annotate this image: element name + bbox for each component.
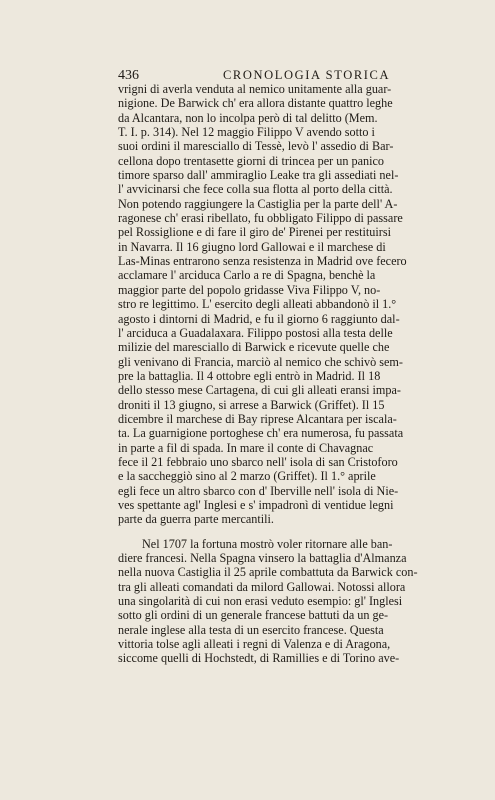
- running-title: CRONOLOGIA STORICA: [223, 68, 391, 82]
- text-line: nigione. De Barwick ch' era allora distante quattro leghe: [118, 96, 393, 111]
- text-line: parte da guerra parte mercantili.: [118, 512, 274, 527]
- text-line: Las-Minas entrarono senza resistenza in Madrid ove fecero: [118, 254, 407, 269]
- text-line: gli venivano di Francia, marciò al nemico che schivò sem-: [118, 354, 403, 369]
- paragraph: [118, 82, 460, 527]
- text-line: suoi ordini il maresciallo di Tessè, levò l' assedio di Bar-: [118, 139, 394, 154]
- text-line: in parte a fil di spada. In mare il conte di Chavagnac: [118, 440, 374, 455]
- text-line: e la saccheggiò sino al 2 marzo (Griffet). Il 1.° aprile: [118, 469, 376, 484]
- text-line: l' arciduca a Guadalaxara. Filippo postosi alla testa delle: [118, 325, 393, 340]
- text-line: in Navarra. Il 16 giugno lord Gallowai e il marchese di: [118, 239, 386, 254]
- text-line: vittoria tolse agli alleati i regni di Valenza e di Aragona,: [118, 637, 391, 652]
- page-number: 436: [118, 68, 139, 83]
- body-text: [118, 82, 460, 666]
- text-line: pel Rossiglione e di fare il giro de' Pirenei per restituirsi: [118, 225, 391, 240]
- text-line: vrigni di averla venduta al nemico unitamente alla guar-: [118, 82, 392, 96]
- text-line: fece il 21 febbraio uno sbarco nell' isola di san Cristoforo: [118, 454, 398, 469]
- text-line: acclamare l' arciduca Carlo a re di Spagna, benchè la: [118, 268, 376, 283]
- text-line: da Alcantara, non lo incolpa però di tal delitto (Mem.: [118, 110, 378, 125]
- text-line: una singolarità di cui non erasi veduto esempio: gl' Inglesi: [118, 594, 403, 609]
- text-line: dello stesso mese Cartagena, di cui gli alleati eransi impa-: [118, 383, 401, 398]
- text-line: stro re legittimo. L' esercito degli alleati abbandonò il 1.°: [118, 297, 397, 312]
- paragraph-gap: [118, 527, 460, 537]
- text-line: T. I. p. 314). Nel 12 maggio Filippo V avendo sotto i: [118, 125, 375, 140]
- text-line: agosto i dintorni di Madrid, e fu il giorno 6 raggiunto dal-: [118, 311, 400, 326]
- text-line: tra gli alleati comandati da milord Gallowai. Notossi allora: [118, 579, 406, 594]
- text-line: l' avvicinarsi che fece colla sua flotta al porto della città.: [118, 182, 393, 197]
- text-line: Nel 1707 la fortuna mostrò voler ritornare alle ban-: [142, 536, 393, 551]
- text-line: dicembre il marchese di Bay riprese Alcantara per iscala-: [118, 411, 397, 426]
- text-line: diere francesi. Nella Spagna vinsero la battaglia d'Almanza: [118, 551, 407, 565]
- text-line: ta. La guarnigione portoghese ch' era numerosa, fu passata: [118, 426, 404, 441]
- text-line: maggior parte del popolo gridasse Viva Filippo V, no-: [118, 282, 381, 297]
- text-line: nella nuova Castiglia il 25 aprile combattuta da Barwick con-: [118, 565, 418, 580]
- text-line: Non potendo raggiungere la Castiglia per la parte dell' A-: [118, 196, 398, 211]
- text-line: droniti il 13 giugno, si arrese a Barwick (Griffet). Il 15: [118, 397, 385, 412]
- text-line: ves spettante agl' Inglesi e s' impadronì di ventidue legni: [118, 497, 394, 512]
- text-line: timore sparso dall' ammiraglio Leake tra gli assediati nel-: [118, 168, 399, 183]
- text-line: egli fece un altro sbarco con d' Iberville nell' isola di Nie-: [118, 483, 399, 498]
- text-line: siccome quelli di Hochstedt, di Ramillies e di Torino ave-: [118, 651, 400, 666]
- paragraph: [118, 537, 460, 666]
- text-line: sotto gli ordini di un generale francese battuti da un ge-: [118, 608, 389, 623]
- text-line: nerale inglese alla testa di un esercito francese. Questa: [118, 622, 384, 637]
- text-line: ragonese ch' erasi ribellato, fu obbligato Filippo di passare: [118, 211, 403, 226]
- text-line: pre la battaglia. Il 4 ottobre egli entrò in Madrid. Il 18: [118, 368, 381, 383]
- text-line: milizie del maresciallo di Barwick e ricevute quelle che: [118, 340, 390, 355]
- text-line: cellona dopo trentasette giorni di trincea per un panico: [118, 153, 384, 168]
